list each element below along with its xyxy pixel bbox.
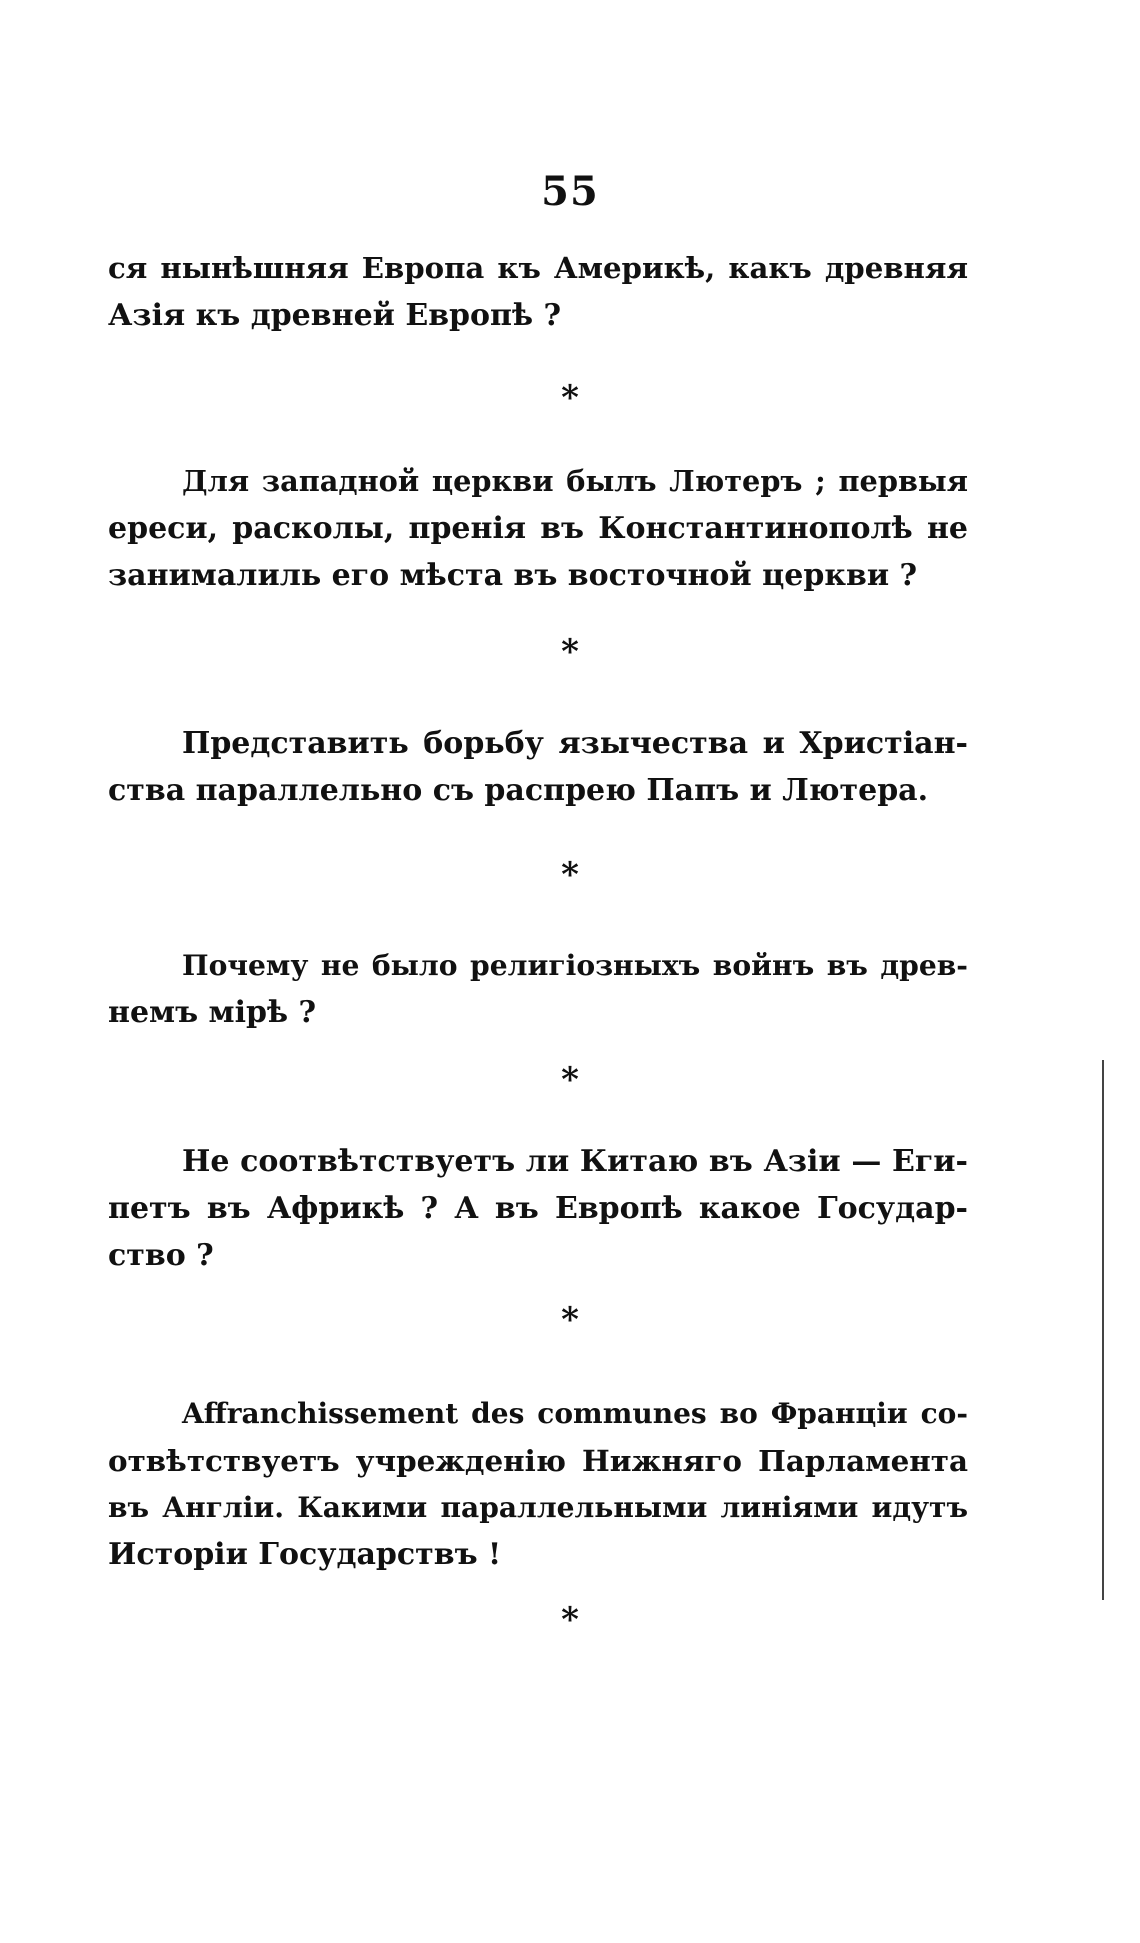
text-line: ереси, расколы, пренія въ Константинополѣ не [108,511,968,546]
text-line: въ Англіи. Какими параллельными линіями идутъ [108,1491,968,1524]
page-edge-line [1102,1060,1104,1600]
asterisk-separator: * [561,1600,579,1640]
asterisk-separator: * [561,855,579,895]
text-line: занималиль его мѣста въ восточной церкви ? [108,558,918,593]
text-line: немъ мірѣ ? [108,995,317,1030]
text-line: Для западной церкви былъ Лютеръ ; первыя [182,464,968,498]
paragraph [108,458,968,599]
text-line: ство ? [108,1238,214,1273]
text-line: отвѣтствуетъ учрежденію Нижняго Парламента [108,1443,968,1478]
text-line: Представить борьбу язычества и Христіан- [182,726,968,761]
asterisk-separator: * [561,1060,579,1100]
text-line: ства параллельно съ распрею Папъ и Лютера. [108,773,929,808]
paragraph [108,245,968,339]
paragraph [108,720,968,814]
paragraph [108,1390,968,1578]
text-line: ся нынѣшняя Европа къ Америкѣ, какъ древняя [108,251,968,285]
text-line: Affranchissement des communes во Франціи со- [182,1397,968,1430]
asterisk-separator: * [561,632,579,672]
text-line: Исторіи Государствъ ! [108,1537,502,1572]
text-line: Почему не было религіозныхъ войнъ въ древ- [182,949,968,982]
asterisk-separator: * [561,378,579,418]
text-line: Азія къ древней Европѣ ? [108,298,562,333]
text-line: Не соотвѣтствуетъ ли Китаю въ Азіи — Еги- [182,1144,968,1179]
text-line: петъ въ Африкѣ ? А въ Европѣ какое Государ- [108,1191,968,1226]
paragraph [108,942,968,1036]
paragraph [108,1138,968,1279]
asterisk-separator: * [561,1300,579,1340]
page-number: 55 [541,168,599,215]
